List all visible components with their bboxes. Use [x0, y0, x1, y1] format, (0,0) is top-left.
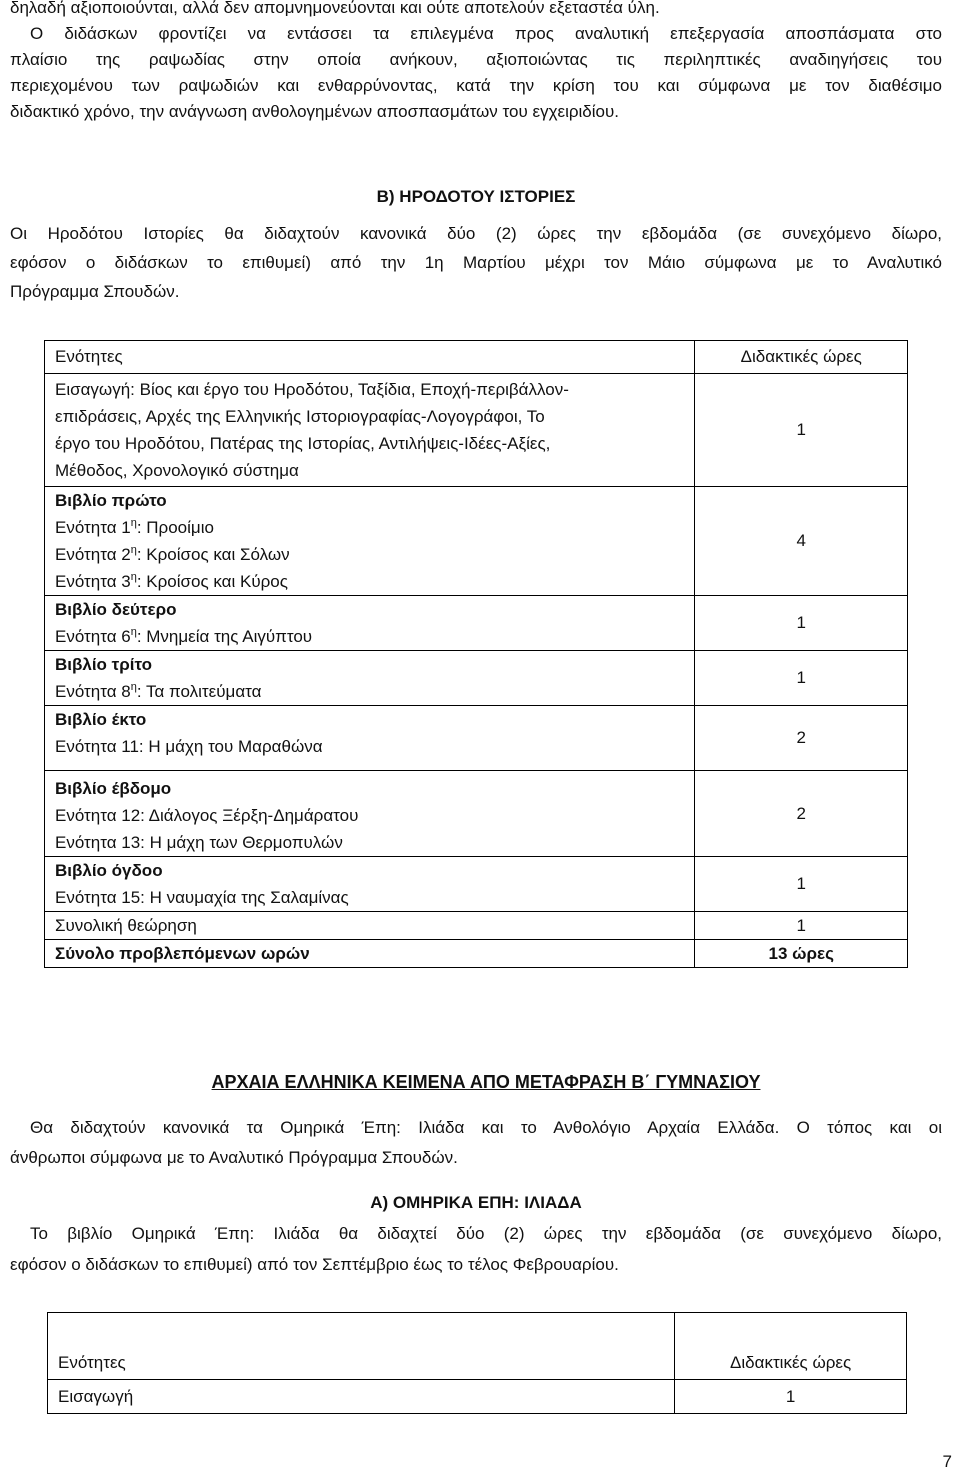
book-title: Βιβλίο πρώτο: [55, 491, 167, 510]
table-row: [45, 596, 908, 651]
iliad-heading: Α) ΟΜΗΡΙΚΑ ΕΠΗ: ΙΛΙΑΔΑ: [370, 1193, 582, 1212]
hours-cell: 1: [675, 1380, 907, 1414]
iliad-line: Το βιβλίο Ομηρικά Έπη: Ιλιάδα θα διδαχτεί δύο (2) ώρες την εβδομάδα (σε συνεχόμενο δίωρο,: [30, 1224, 942, 1243]
iliad-paragraph: [10, 1218, 942, 1280]
table-row: [45, 857, 908, 912]
hours-cell: 1: [695, 596, 908, 651]
header-units: Ενότητες: [48, 1313, 675, 1380]
book-title: Βιβλίο όγδοο: [55, 861, 163, 880]
unit-line: Ενότητα $3^\eta$: Κροίσος και Κύρος: [55, 571, 288, 591]
book-cell: [45, 706, 695, 771]
table-row: [45, 912, 908, 940]
unit-line: Ενότητα $8^\eta$: Τα πολιτεύματα: [55, 681, 262, 701]
unit-line: Ενότητα 11: Η μάχη του Μαραθώνα: [55, 737, 323, 756]
page-number: 7: [942, 1452, 952, 1471]
table-header-row: [45, 341, 908, 374]
unit-cell: Εισαγωγή: [48, 1380, 675, 1414]
intro-line: περιεχομένου των ραψωδιών και ενθαρρύνοντας, κατά την κρίση του και σύμφωνα με τον διαθέσιμο: [10, 76, 942, 95]
intro-paragraph: [10, 0, 942, 125]
herodotus-paragraph: [10, 219, 942, 306]
ancient-heading: ΑΡΧΑΙΑ ΕΛΛΗΝΙΚΑ ΚΕΙΜΕΝΑ ΑΠΟ ΜΕΤΑΦΡΑΣΗ Β΄ ΓΥΜΝΑΣΙΟΥ: [211, 1072, 761, 1092]
table-row: [45, 651, 908, 706]
intro-line: πλαίσιο της ραψωδίας στην οποία ανήκουν, αξιοποιώντας τις περιληπτικές αναδιηγήσεις του: [10, 50, 942, 69]
book-cell: [45, 771, 695, 857]
hours-cell: 2: [695, 706, 908, 771]
overview-label: Συνολική θεώρηση: [45, 912, 695, 940]
unit-line: Ενότητα $6^\eta$: Μνημεία της Αιγύπτου: [55, 626, 313, 646]
herodotus-line: εφόσον ο διδάσκων το επιθυμεί) από την 1η Μαρτίου μέχρι τον Μάιο σύμφωνα με το Αναλυτικό: [10, 253, 942, 272]
cell-text: επιδράσεις, Αρχές της Ελληνικής Ιστοριογραφίας-Λογογράφοι, Το: [55, 407, 545, 426]
hours-cell: 1: [695, 912, 908, 940]
hours-cell: 2: [695, 771, 908, 857]
table-row: [45, 487, 908, 596]
book-title: Βιβλίο δεύτερο: [55, 600, 177, 619]
cell-text: Εισαγωγή: Βίος και έργο του Ηροδότου, Ταξίδια, Εποχή-περιβάλλον-: [55, 380, 569, 399]
unit-line: Ενότητα 13: Η μάχη των Θερμοπυλών: [55, 833, 343, 852]
ancient-line: άνθρωποι σύμφωνα με το Αναλυτικό Πρόγραμμα Σπουδών.: [10, 1148, 458, 1167]
ancient-line: Θα διδαχτούν κανονικά τα Ομηρικά Έπη: Ιλιάδα και το Ανθολόγιο Αρχαία Ελλάδα. Ο τόπος και οι: [30, 1118, 942, 1137]
intro-line: Ο διδάσκων φροντίζει να εντάσσει τα επιλεγμένα προς αναλυτική επεξεργασία αποσπάσματα στο: [30, 24, 942, 43]
unit-line: Ενότητα $1^\eta$: Προοίμιο: [55, 517, 214, 537]
hours-cell: 1: [695, 857, 908, 912]
book-cell: [45, 651, 695, 706]
herodotus-line: Οι Ηροδότου Ιστορίες θα διδαχτούν κανονικά δύο (2) ώρες την εβδομάδα (σε συνεχόμενο δίωρο,: [10, 224, 942, 243]
header-hours: Διδακτικές ώρες: [695, 341, 908, 374]
herodotus-heading: Β) ΗΡΟΔΟΤΟΥ ΙΣΤΟΡΙΕΣ: [376, 187, 576, 206]
herodotus-line: Πρόγραμμα Σπουδών.: [10, 282, 180, 301]
table-header-row: [48, 1313, 907, 1380]
intro-line: δηλαδή αξιοποιούνται, αλλά δεν απομνημονεύονται και ούτε αποτελούν εξεταστέα ύλη.: [10, 0, 660, 17]
herodotus-table: [44, 340, 908, 968]
iliad-table: [47, 1312, 907, 1414]
hours-cell: 1: [695, 374, 908, 487]
table-total-row: [45, 940, 908, 968]
book-title: Βιβλίο έβδομο: [55, 779, 172, 798]
header-hours: Διδακτικές ώρες: [675, 1313, 907, 1380]
cell-text: Μέθοδος, Χρονολογικό σύστημα: [55, 461, 299, 480]
book-title: Βιβλίο τρίτο: [55, 655, 152, 674]
hours-cell: 1: [695, 651, 908, 706]
intro-unit-cell: [45, 374, 695, 487]
cell-text: έργο του Ηροδότου, Πατέρας της Ιστορίας, Αντιλήψεις-Ιδέες-Αξίες,: [55, 434, 551, 453]
table-row: [45, 771, 908, 857]
table-row: [45, 374, 908, 487]
total-label: Σύνολο προβλεπόμενων ωρών: [45, 940, 695, 968]
book-cell: [45, 596, 695, 651]
intro-line: διδακτικό χρόνο, την ανάγνωση ανθολογημένων αποσπασμάτων του εγχειριδίου.: [10, 102, 620, 121]
book-title: Βιβλίο έκτο: [55, 710, 147, 729]
unit-line: Ενότητα 15: Η ναυμαχία της Σαλαμίνας: [55, 888, 349, 907]
iliad-line: εφόσον ο διδάσκων το επιθυμεί) από τον Σεπτέμβριο έως το τέλος Φεβρουαρίου.: [10, 1255, 619, 1274]
ancient-paragraph: [10, 1113, 942, 1173]
unit-line: Ενότητα 12: Διάλογος Ξέρξη-Δημάρατου: [55, 806, 359, 825]
table-row: [48, 1380, 907, 1414]
book-cell: [45, 857, 695, 912]
header-units: Ενότητες: [45, 341, 695, 374]
book-cell: [45, 487, 695, 596]
total-hours: 13 ώρες: [695, 940, 908, 968]
unit-line: Ενότητα $2^\eta$: Κροίσος και Σόλων: [55, 544, 290, 564]
table-row: [45, 706, 908, 771]
hours-cell: 4: [695, 487, 908, 596]
